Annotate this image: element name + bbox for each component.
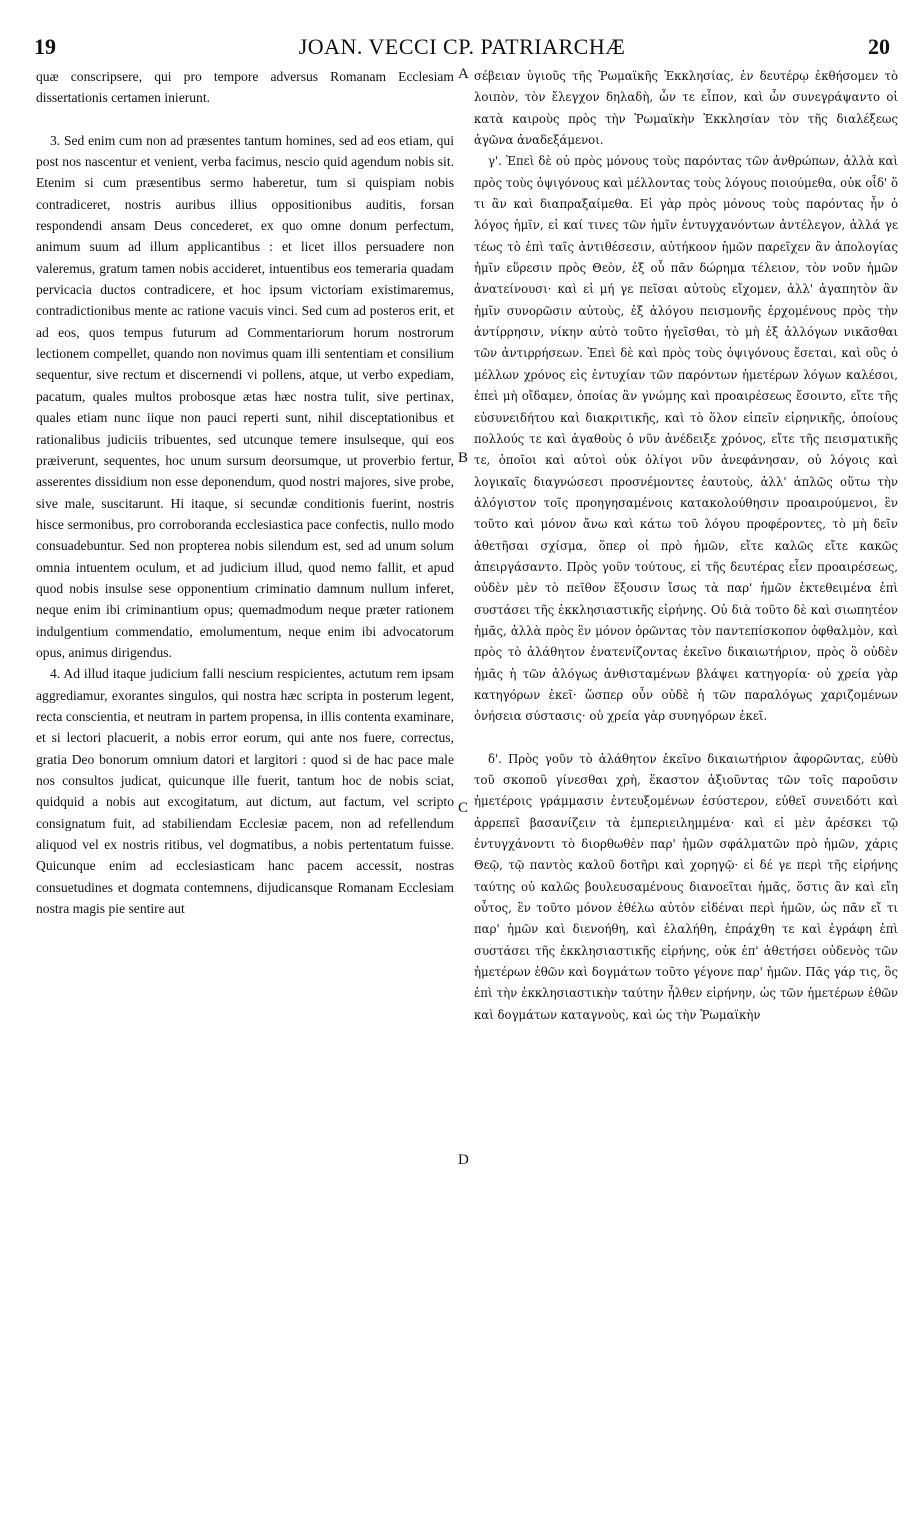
latin-paragraph-intro: quæ conscripsere, qui pro tempore adversus Romanam Ecclesiam dissertationis certamen inierunt. <box>36 69 454 106</box>
margin-letter-a: A <box>458 66 469 82</box>
greek-column <box>474 66 898 1026</box>
margin-letter-d: D <box>458 1152 469 1168</box>
latin-paragraph-3: 3. Sed enim cum non ad præsentes tantum homines, sed ad eos etiam, qui post nos nascentur et venient, verba facimus, nescio quid agendum nobis sit. Etenim si cum præsentibus sermo haberetur, tum si quispiam nobis contradiceret, nostris auribus illius oppositionibus auditis, forsan respondendi ansam Deus concederet, ex quo omne donum perfectum, animum suum ad illum applicantibus : et licet illos persuadere non valeremus, gratum tamen nobis accideret, intuentibus eos temeraria quadam pervicacia ductos contradicere, et hoc ipsum victoriam existimaremus, contradictionibus mente ac ratione vacuis vinci. Sed cum ad posteros erit, et ad eos, quos tempus futurum ad Commentariorum horum nostrorum lectionem compellet, quando non novimus quam illi sententiam et consilium sequentur, sive rectum et discernendi vi pollens, atque, ut verbo expediam, pacatum, quales multos probosque ætas hæc nostra tulit, sive pertinax, quales etiam nunc iique non pauci reperti sunt, nihil disceptationibus et rationalibus judiciis tribuentes, sed utcunque temere insulseque, qui eos præiverunt, sequentes, hoc unum sursum deorsumque, ut proverbio fertur, asserentes dissidium non esse deponendum, quod nostri majores, sive probe, sive male, suscitarunt. Hi itaque, si secundæ conditionis fuerint, nostris hisce sermonibus, pro corroboranda ecclesiastica pace confectis, nullo modo consuadebuntur. Sed non propterea nobis silendum est, sed ad unum solum omnia intuentem oculum, et ad judicium illud, quod nemo fallit, et apud quod nobis insulse sese opponentium criminatio damnum nullum inferet, neque enim ibi criminantium opus; quemadmodum neque præter rationem indulgentium commendatio, emolumentum, neque enim ibi advocatorum opus, animus dirigendus. <box>36 132 454 660</box>
margin-letter-b: B <box>458 450 469 466</box>
page-header <box>34 34 890 62</box>
latin-column <box>36 66 454 919</box>
page-number-left: 19 <box>34 34 56 59</box>
greek-paragraph-3: γ'. Ἐπεὶ δὲ οὐ πρὸς μόνους τοὺς παρόντας τῶν ἀνθρώπων, ἀλλὰ καὶ πρὸς τοὺς ὀψιγόνους καὶ μέλλοντας τοὺς λόγους ποιούμεθα, οὐκ οἶδ' ὅ τι ἂν καὶ διαπραξαίμεθα. Εἰ γὰρ πρὸς μόνους τοὺς παρόντας ἦν ὁ λόγος ἡμῖν, εἰ καί τινες τῶν ἡμῖν ἐντυγχανόντων ἀντέλεγον, ἀλλά γε τέως τὸ ἐπὶ ταῖς ἀντιθέσεσιν, αὐτήκοον ἡμῶν παρεῖχεν ἂν ἀπολογίας ἡμῖν εὕρεσιν πρὸς Θεὸν, ἐξ οὗ πᾶν δώρημα τέλειον, τὸν νοῦν ἡμῶν ἀνατείνουσι· καὶ εἰ μή γε πεῖσαι αὐτοὺς εἴχομεν, ἀλλ' ἀγαπητὸν ἂν ἡμῖν συνορῶσιν αὐτοὺς, ἐξ ἀλόγου πεισμονῆς ἐρχομένους πρὸς τὴν ἀντίρρησιν, νίκην αὐτὸ τοῦτο ἡγεῖσθαι, τὸ μὴ ἐξ ἀλλόγων νικᾶσθαι τῶν ἀντιρρήσεων. Ἐπεὶ δὲ καὶ πρὸς τοὺς ὀψιγόνους ἔσεται, καὶ οὓς ὁ μέλλων χρόνος εἰς ἐντυχίαν τῶν παρόντων ἡμετέρων λόγων καλέσοι, ἐπεὶ μὴ οἴδαμεν, ὁποίας ἂν γνώμης καὶ προαιρέσεως ἔσοιντο, εἴτε τῆς εὐσυνειδήτου καὶ διακριτικῆς, καὶ τὸ ὅλον εἰπεῖν εἰρηνικῆς, ὁποίους πολλούς τε καὶ ἀγαθοὺς ὁ νῦν ἀνέδειξε χρόνος, εἴτε τῆς πεισματικῆς τε, ὁποῖοι καὶ αὐτοὶ οὐκ ὀλίγοι νῦν ἀνεφάνησαν, οὐ λόγοις καὶ λογικαῖς διαγνώσεσι προσνέμοντες ἑαυτοὺς, ἀλλ' ἁπλῶς οὕτω τὴν ἀλόγιστον τοῖς προηγησαμένοις κατακολούθησιν προαιρούμενοι, ἓν τοῦτο καὶ μόνον ἄνω καὶ κάτω τοῦ λόγου προφέροντες, τὸ μὴ δεῖν ἀθετῆσαι σχίσμα, ὅπερ οἱ πρὸ ἡμῶν, εἴτε καλῶς εἴτε κακῶς ἀπειργάσαντο. Πρὸς γοῦν τούτους, εἰ τῆς δευτέρας εἶεν προαιρέσεως, οὐδὲν μὲν τὸ πεῖθον ἕξουσιν ἴσως τὰ παρ' ἡμῶν ἐκτεθειμένα ἐπὶ συστάσει τῆς ἐκκλησιαστικῆς εἰρήνης. Οὐ διὰ τοῦτο δὲ καὶ σιωπητέον ἡμᾶς, ἀλλὰ πρὸς ἓν μόνον ὁρῶντας τὸν παντεπίσκοπον ὀφθαλμὸν, καὶ πρὸς τὸ ἀλάθητον ἐνατενίζοντας ἐκεῖνο δικαιωτήριον, πρὸς ὃ οὐδὲν ἡμᾶς ἡ τῶν ἀλόγως ἀνθισταμένων βλάψει κατηγορία· οὐ χρεία γὰρ κατηγόρων ἐκεῖ· ὥσπερ οὖν οὐδὲ ἡ τῶν παραλόγως χαριζομένων ὀνήσεια σύστασις· οὐ χρεία γὰρ συνηγόρων ἐκεῖ. <box>474 154 898 724</box>
latin-paragraph-4: 4. Ad illud itaque judicium falli nescium respicientes, actutum rem ipsam aggrediamur, exorantes singulos, qui nostra hæc scripta in posterum legent, recta conscientia, et neutram in partem propensa, in illis contenta examinare, et si lectori placuerit, a nobis error eorum, qui ante nos fuere, correctus, gratia Deo bonorum omnium datori et largitori : quod si de hac pace male nos consultos judicat, quicunque ille fuerit, tantum hoc de nobis sciat, quidquid a nobis aut excogitatum, aut dictum, aut factum, vel scripto consignatum fuit, ad stabiliendam Ecclesiæ pacem, non ad refellendum aliquod vel ex nostris ritibus, vel dogmatibus, a nobis pertentatum fuisse. Quicunque enim ad ecclesiasticam hanc pacem accessit, nostras consuetudines et dogmata contemnens, dijudicansque Romanam Ecclesiam nostra magis pie sentire aut <box>36 666 454 917</box>
greek-paragraph-intro: σέβειαν ὑγιοῦς τῆς Ῥωμαϊκῆς Ἐκκλησίας, ἐν δευτέρῳ ἐκθήσομεν τὸ λοιπὸν, τὸν ἔλεγχον δηλαδὴ, ὧν τε εἶπον, καὶ ὧν συνεγράψαντο οἱ κατὰ καιροὺς πρὸς τὴν Ῥωμαϊκὴν Ἐκκλησίαν τὸν τῆς διαλέξεως ἀγῶνα ἀναδεξάμενοι. <box>474 69 898 148</box>
greek-paragraph-4: δ'. Πρὸς γοῦν τὸ ἀλάθητον ἐκεῖνο δικαιωτήριον ἀφορῶντας, εὐθὺ τοῦ σκοποῦ γίνεσθαι χρὴ, ἕκαστον ἀξιοῦντας τῶν τοῖς παροῦσιν ἡμετέροις γράμμασιν ἐντευξομένων ἐσύστερον, εὐθεῖ συνειδότι καὶ ἀρρεπεῖ βασανίζειν τὰ ἐμπεριειλημμένα· καὶ εἰ μὲν ἀρέσκει τῷ ἐντυγχάνοντι τὸ διορθωθὲν παρ' ἡμῶν σφάλματῶν πρὸ ἡμῶν, χάρις Θεῷ, τῷ παντὸς καλοῦ δοτῆρι καὶ χορηγῷ· εἰ δέ γε περὶ τῆς εἰρήνης ταύτης οὐ καλῶς βουλευσαμένους διανοεῖται ἡμᾶς, ὅστις ἂν καὶ εἴη οὗτος, ἓν τοῦτο μόνον ἐθέλω αὐτὸν εἰδέναι περὶ ἡμῶν, ὡς πᾶν εἴ τι παρ' ἡμῶν καὶ διενοήθη, καὶ ἐλαλήθη, ἐπράχθη τε καὶ ἐγράφη ἐπὶ συστάσει τῆς ἐκκλησιαστικῆς εἰρήνης, οὐκ ἐπ' ἀθετήσει οὐδενὸς τῶν ἡμετέρων ἐθῶν καὶ δογμάτων τοῦτο γέγονε παρ' ἡμῶν. Πᾶς γάρ τις, ὃς ἐπὶ τὴν ἐκκλησιαστικὴν ταύτην ἦλθεν εἰρήνην, ὡς τῶν ἡμετέρων ἐθῶν καὶ δογμάτων καταγνοὺς, καὶ ὡς τὴν Ῥωμαϊκὴν <box>474 751 898 1022</box>
page-number-right: 20 <box>868 34 890 59</box>
running-title: JOAN. VECCI CP. PATRIARCHÆ <box>298 34 626 59</box>
margin-letter-c: C <box>458 800 469 816</box>
